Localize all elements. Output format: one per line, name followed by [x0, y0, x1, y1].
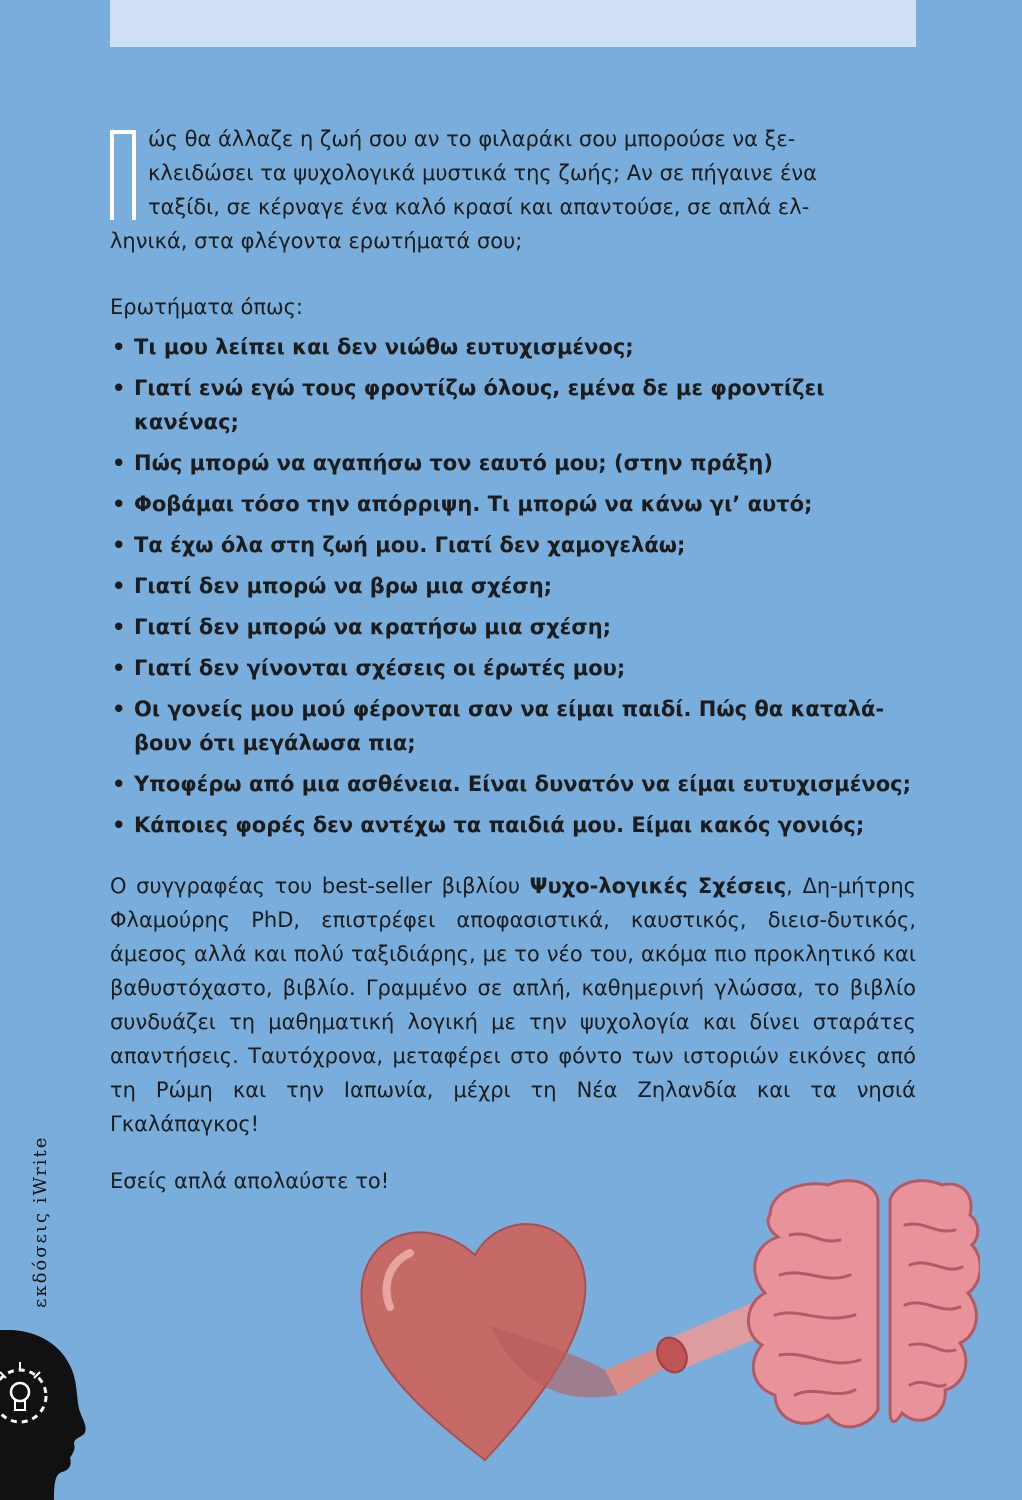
- author-paragraph: [110, 869, 916, 1141]
- top-band: [110, 0, 916, 47]
- list-item: • Φοβάμαι τόσο την απόρριψη. Τι μπορώ να κάνω γι’ αυτό;: [110, 487, 916, 521]
- intro-line-2: κλειδώσει τα ψυχολογικά μυστικά της ζωής; Αν σε πήγαινε ένα: [148, 161, 817, 185]
- list-item: • Γιατί ενώ εγώ τους φροντίζω όλους, εμένα δε με φροντίζει κανένας;: [110, 371, 916, 439]
- list-item: • Γιατί δεν μπορώ να βρω μια σχέση;: [110, 569, 916, 603]
- author-text-end: , Δη-μήτρης Φλαμούρης PhD, επιστρέφει αποφασιστικά, καυστικός, διεισ-δυτικός, άμεσος αλλά και πολύ ταξιδιάρης, με το νέο του, ακόμα πιο προκλητικό και βαθυστόχαστο, βιβλίο. Γραμμένο σε απλή, καθημερινή γλώσσα, το βιβλίο συνδυάζει τη μαθηματική λογική με την ψυχολογία και δίνει σταράτες απαντήσεις. Ταυτόχρονα, μεταφέρει στο φόντο των ιστοριών εικόνες από τη Ρώμη και την Ιαπωνία, μέχρι τη Νέα Ζηλανδία και τα νησιά Γκαλάπαγκος!: [110, 874, 917, 1136]
- intro-paragraph: [110, 122, 916, 258]
- closing-line: Εσείς απλά απολαύστε το!: [110, 1169, 390, 1193]
- book-title: Ψυχο-λογικές Σχέσεις: [529, 874, 787, 898]
- intro-line-1: ώς θα άλλαζε η ζωή σου αν το φιλαράκι σου μπορούσε να ξε-: [148, 127, 796, 151]
- back-cover-text: [110, 122, 916, 1198]
- list-item: • Τα έχω όλα στη ζωή μου. Γιατί δεν χαμογελάω;: [110, 528, 916, 562]
- list-item: • Τι μου λείπει και δεν νιώθω ευτυχισμένος;: [110, 330, 916, 364]
- head-lightbulb-icon: [0, 1330, 90, 1500]
- heart-brain-icon: [350, 1175, 980, 1470]
- author-text-start: Ο συγγραφέας του best-seller βιβλίου: [110, 874, 530, 898]
- list-item: • Γιατί δεν γίνονται σχέσεις οι έρωτές μου;: [110, 651, 916, 685]
- list-item: • Υποφέρω από μια ασθένεια. Είναι δυνατόν να είμαι ευτυχισμένος;: [110, 767, 916, 801]
- list-item: • Κάποιες φορές δεν αντέχω τα παιδιά μου. Είμαι κακός γονιός;: [110, 808, 916, 842]
- list-item: • Οι γονείς μου μού φέρονται σαν να είμαι παιδί. Πώς θα καταλά-βουν ότι μεγάλωσα πια;: [110, 692, 916, 760]
- questions-list: [110, 330, 916, 842]
- drop-cap: [110, 130, 136, 220]
- publisher-name: εκδόσεις iWrite: [30, 1135, 51, 1308]
- list-item: • Πώς μπορώ να αγαπήσω τον εαυτό μου; (στην πράξη): [110, 446, 916, 480]
- questions-label: Ερωτήματα όπως:: [110, 295, 303, 319]
- intro-line-3: ταξίδι, σε κέρναγε ένα καλό κρασί και απαντούσε, σε απλά ελ-: [148, 195, 810, 219]
- intro-line-4: ληνικά, στα φλέγοντα ερωτήματά σου;: [110, 229, 523, 253]
- list-item: • Γιατί δεν μπορώ να κρατήσω μια σχέση;: [110, 610, 916, 644]
